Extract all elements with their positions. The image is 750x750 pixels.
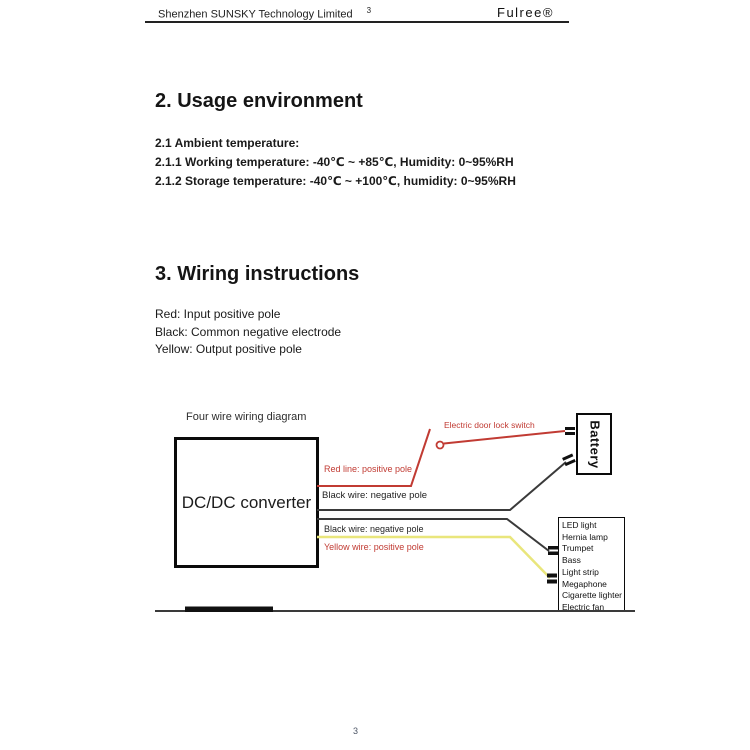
load-item: Cigarette lighter — [562, 590, 623, 601]
load-list-box — [558, 517, 625, 611]
red-wire-meaning-line: Red: Input positive pole — [155, 307, 281, 321]
black-wire-meaning-line: Black: Common negative electrode — [155, 324, 342, 339]
load-terminal-icon — [548, 552, 558, 556]
load-item: Electric fan — [562, 601, 605, 612]
battery-negative-terminal-icon — [562, 453, 576, 466]
header-superscript: 3 — [366, 6, 372, 15]
header-company — [158, 6, 371, 21]
load-item: LED light — [562, 520, 597, 530]
load-item: Bass — [562, 555, 581, 566]
section2-body — [155, 134, 516, 191]
red-wire — [317, 429, 430, 486]
baseline-thick-segment — [185, 607, 273, 613]
yellow-wire-label: Yellow wire: positive pole — [324, 542, 424, 552]
working-temperature-line: 2.1.1 Working temperature: -40℃ ~ +85℃, Humidity: 0~95%RH — [155, 155, 514, 169]
load-item: Megaphone — [562, 578, 607, 589]
dcdc-converter-label: DC/DC converter — [181, 492, 312, 512]
dcdc-converter-box — [174, 437, 319, 568]
load-item: Light strip — [562, 566, 599, 577]
switch-to-battery-wire — [444, 431, 565, 444]
diagram-title: Four wire wiring diagram — [186, 411, 307, 423]
load-terminal-icon — [547, 580, 557, 584]
load-item: Hernia lamp — [562, 531, 608, 542]
load-item: Trumpet — [562, 543, 594, 554]
door-lock-switch-label: Electric door lock switch — [444, 420, 535, 430]
black-wire-label-1: Black wire: negative pole — [322, 490, 428, 501]
battery-label: Battery — [587, 420, 603, 469]
header-brand: Fulree® — [497, 5, 554, 20]
header-company-text: Shenzhen SUNSKY Technology Limited — [158, 8, 353, 21]
battery-box — [576, 413, 612, 475]
load-terminal-icon — [548, 546, 558, 550]
section3-title: 3. Wiring instructions — [155, 263, 360, 285]
yellow-wire-meaning-line: Yellow: Output positive pole — [155, 342, 302, 356]
battery-positive-terminal-icon — [565, 427, 575, 430]
page-number: 3 — [353, 726, 359, 736]
header-rule — [145, 21, 569, 23]
section2-title: 2. Usage environment — [155, 90, 363, 112]
door-lock-switch-icon — [437, 442, 444, 449]
load-terminal-icon — [547, 574, 557, 578]
black-wire-label-2: Black wire: negative pole — [324, 524, 424, 534]
section3-body — [155, 306, 341, 359]
storage-temperature-line: 2.1.2 Storage temperature: -40℃ ~ +100℃, humidity: 0~95%RH — [155, 174, 516, 188]
ambient-temperature-line: 2.1 Ambient temperature: — [155, 136, 300, 150]
red-wire-label: Red line: positive pole — [324, 464, 413, 474]
battery-positive-terminal-icon — [565, 432, 575, 435]
